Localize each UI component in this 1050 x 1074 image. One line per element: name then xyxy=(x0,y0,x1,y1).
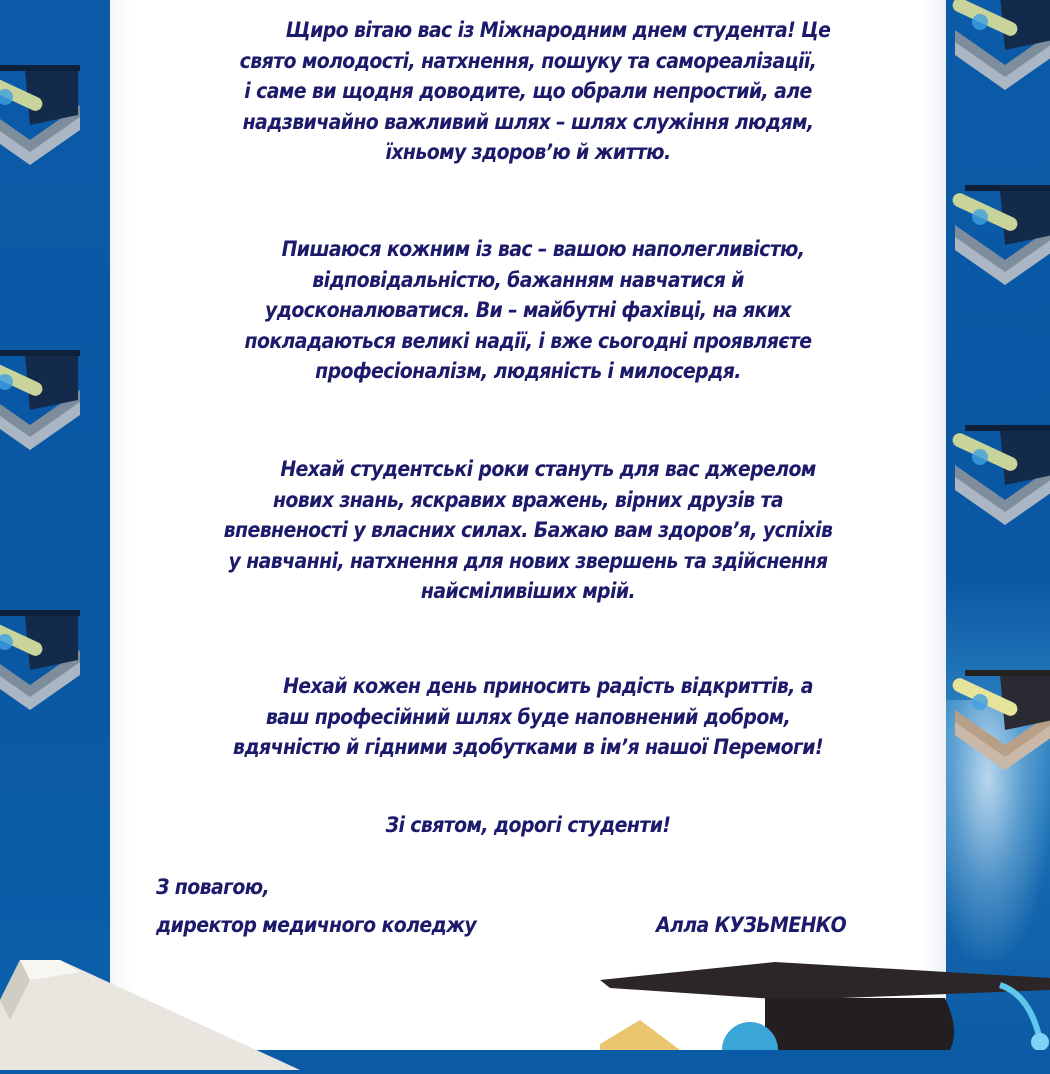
text-line: нових знань, яскравих вражень, вірних друзів та xyxy=(272,487,784,512)
signature-closing: З повагою, xyxy=(156,875,270,899)
graduation-books-icon xyxy=(945,415,1050,535)
text-line: надзвичайно важливий шлях – шлях служіння людям, xyxy=(242,109,814,134)
paragraph-2 xyxy=(110,234,946,387)
text-line: Нехай студентські роки стануть для вас джерелом xyxy=(280,457,816,481)
text-line: вдячністю й гідними здобутками в ім’я нашої Перемоги! xyxy=(233,735,823,759)
text-line: їхньому здоров’ю й життю. xyxy=(385,140,671,164)
text-line: Пишаюся кожним із вас – вашою наполегливістю, xyxy=(281,237,805,261)
graduation-books-icon xyxy=(0,340,80,460)
graduation-books-icon xyxy=(945,0,1050,100)
paragraph-4 xyxy=(110,671,946,763)
signature-position: директор медичного коледжу xyxy=(156,913,477,937)
text-line: Щиро вітаю вас із Міжнародним днем студента! Це xyxy=(285,18,831,42)
paragraph-1 xyxy=(110,15,946,168)
text-line: відповідальністю, бажанням навчатися й xyxy=(312,267,744,292)
graduation-books-icon xyxy=(0,600,80,720)
graduation-books-icon xyxy=(0,55,80,175)
text-line: ваш професійний шлях буде наповнений добром, xyxy=(265,704,791,729)
text-line: найсміливіших мрій. xyxy=(420,579,636,603)
text-line: покладаються великі надії, і вже сьогодні проявляєте xyxy=(244,328,812,353)
paragraph-3 xyxy=(110,454,946,607)
graduation-books-icon xyxy=(945,175,1050,295)
graduation-cap-decoration xyxy=(600,950,1050,1050)
text-line: удосконалюватися. Ви – майбутні фахівці, на яких xyxy=(264,298,792,322)
text-line: впевненості у власних силах. Бажаю вам здоров’я, успіхів xyxy=(223,518,833,542)
text-line: свято молодості, натхнення, пошуку та самореалізації, xyxy=(239,48,817,73)
closing-greeting: Зі святом, дорогі студенти! xyxy=(385,813,671,837)
text-line: Нехай кожен день приносить радість відкриттів, а xyxy=(283,674,813,698)
text-line: у навчанні, натхнення для нових звершень та здійснення xyxy=(228,548,828,573)
graduation-books-icon xyxy=(945,660,1050,780)
text-line: і саме ви щодня доводите, що обрали непростий, але xyxy=(244,79,812,103)
signature-name: Алла КУЗЬМЕНКО xyxy=(656,913,847,937)
text-line: професіоналізм, людяність і милосердя. xyxy=(315,359,741,383)
rolled-diploma-scroll xyxy=(0,960,300,1070)
